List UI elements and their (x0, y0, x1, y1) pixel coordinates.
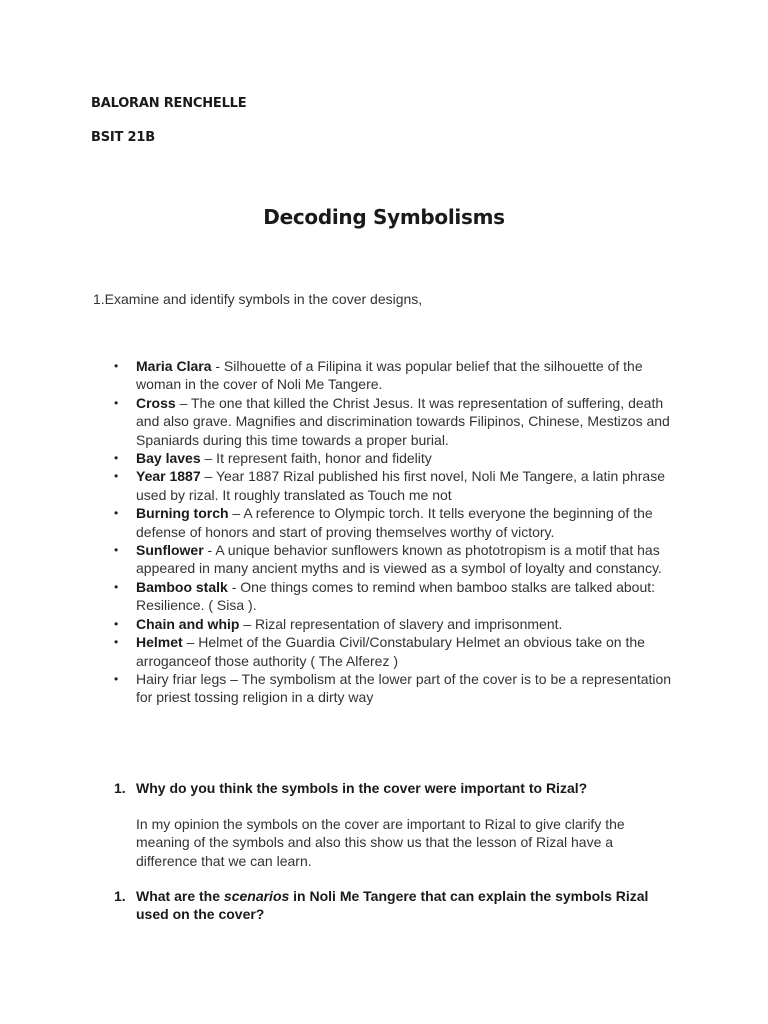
symbol-description: – Helmet of the Guardia Civil/Constabulary Helmet an obvious take on the arroganceof those authority ( The Alferez ) (136, 634, 645, 669)
symbol-description: – It represent faith, honor and fidelity (200, 450, 432, 467)
question-number: 1. (114, 780, 126, 796)
question-suffix: in Noli Me Tangere that can explain the symbols Rizal used on the cover? (136, 888, 649, 923)
bullet-icon: • (114, 635, 119, 650)
list-item (114, 357, 676, 394)
symbol-description: – The one that killed the Christ Jesus. It was representation of suffering, death and also grave. Magnifies and discrimination towards Filipinos, Chinese, Mestizos and Spaniards during this time towards a proper burial. (136, 394, 670, 448)
symbol-term: Chain and whip (136, 615, 240, 632)
symbol-description: – Year 1887 Rizal published his first novel, Noli Me Tangere, a latin phrase used by rizal. It roughly translated as Touch me not (136, 468, 665, 503)
symbol-term: Cross (136, 394, 176, 411)
symbol-description: - A unique behavior sunflowers known as phototropism is a motif that has appeared in many ancient myths and is viewed as a symbol of loyalty and constancy. (136, 542, 662, 577)
question-emphasis: scenarios (223, 888, 290, 904)
bullet-icon: • (114, 395, 119, 410)
student-section: BSIT 21B (91, 130, 155, 145)
bullet-icon: • (114, 671, 119, 686)
symbol-term: Year 1887 (136, 468, 201, 485)
bullet-icon: • (114, 359, 119, 373)
symbol-description: – Rizal representation of slavery and imprisonment. (239, 615, 563, 632)
symbol-list (114, 357, 676, 707)
symbol-term: Maria Clara (136, 358, 212, 374)
list-item (114, 467, 676, 504)
document-title: Decoding Symbolisms (263, 205, 505, 229)
list-item (114, 504, 676, 541)
symbol-term: Bay laves (136, 450, 201, 467)
list-item (114, 670, 676, 707)
question-text (136, 887, 674, 924)
bullet-icon: • (114, 451, 119, 466)
symbol-term: Sunflower (136, 542, 204, 559)
list-item (114, 578, 676, 615)
bullet-icon: • (114, 469, 119, 484)
symbol-term: Burning torch (136, 505, 229, 522)
bullet-icon: • (114, 616, 119, 631)
symbol-term: Bamboo stalk (136, 578, 228, 595)
list-item (114, 449, 676, 467)
bullet-icon: • (114, 579, 119, 594)
bullet-icon: • (114, 543, 119, 558)
bullet-icon: • (114, 506, 119, 521)
symbol-term: Helmet (136, 634, 183, 651)
symbol-description: – A reference to Olympic torch. It tells everyone the beginning of the defense of honors and start of proving themselves worthy of victory. (136, 505, 653, 540)
question-2 (114, 887, 674, 924)
symbol-description: - One things comes to remind when bamboo stalks are talked about: Resilience. ( Sisa ). (136, 578, 656, 614)
symbol-description: Hairy friar legs – The symbolism at the lower part of the cover is to be a representation for priest tossing religion in a dirty way (136, 670, 672, 706)
instruction-text: 1.Examine and identify symbols in the cover designs, (93, 291, 423, 307)
question-number: 1. (114, 888, 126, 904)
question-text: Why do you think the symbols in the cover were important to Rizal? (136, 780, 588, 796)
list-item (114, 541, 676, 578)
list-item (114, 633, 676, 670)
student-name: BALORAN RENCHELLE (91, 96, 247, 111)
symbol-description: - Silhouette of a Filipina it was popular belief that the silhouette of the woman in the cover of Noli Me Tangere. (136, 358, 643, 393)
question-prefix: What are the (136, 888, 224, 904)
list-item (114, 394, 676, 449)
answer-paragraph: In my opinion the symbols on the cover are important to Rizal to give clarify the meaning of the symbols and also this show us that the lesson of Rizal have a difference that we can learn. (136, 816, 625, 869)
question-1 (114, 779, 674, 797)
list-item (114, 615, 676, 633)
